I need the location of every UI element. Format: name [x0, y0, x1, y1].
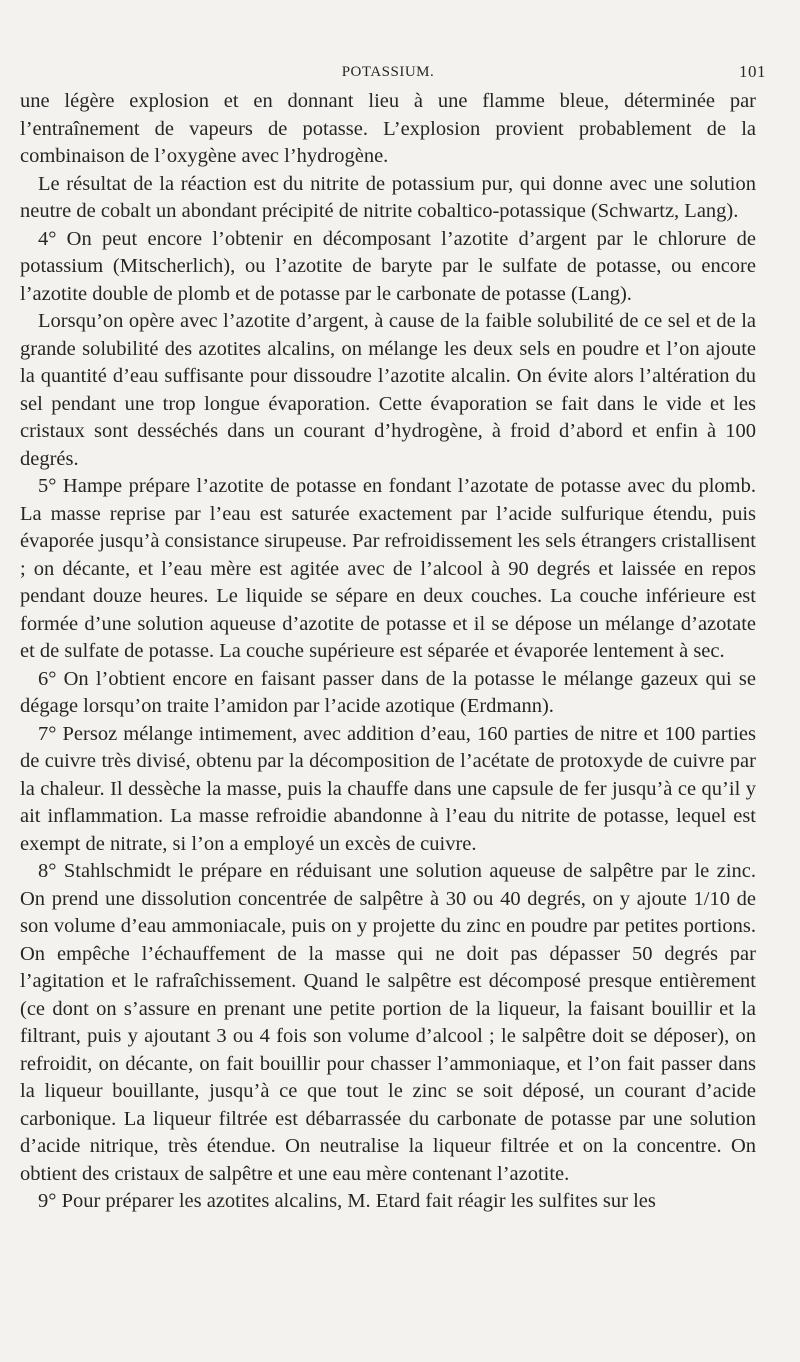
- paragraph-method-8: 8° Stahlschmidt le prépare en réduisant une solution aqueuse de salpêtre par le zinc. On prend une dissolution concentrée de salpêtre à 30 ou 40 degrés, on y ajoute 1/10 de son volume d’eau ammoniacale, puis on y projette du zinc en poudre par petites portions. On empêche l’échauffement de la masse qui ne doit pas dépasser 50 degrés par l’agitation et le rafraîchissement. Quand le salpêtre est décomposé presque entièrement (ce dont on s’assure en prenant une petite portion de la liqueur, la faisant bouillir et la filtrant, puis y ajoutant 3 ou 4 fois son volume d’alcool ; le salpêtre doit se déposer), on refroidit, on décante, on fait bouillir pour chasser l’ammoniaque, et l’on fait passer dans la liqueur bouillante, jusqu’à ce que tout le zinc se soit déposé, un courant d’acide carbonique. La liqueur filtrée est débarrassée du carbonate de potasse par une solution d’acide nitrique, très étendue. On neutralise la liqueur filtrée et on la concentre. On obtient des cristaux de salpêtre et une eau mère contenant l’azotite.: [20, 860, 756, 1185]
- page-number: 101: [739, 62, 766, 81]
- paragraph-continuation: une légère explosion et en donnant lieu à une flamme bleue, déterminée par l’entraînement de vapeurs de potasse. L’explosion provient probablement de la combinaison de l’oxygène avec l’hydrogène.: [20, 90, 756, 167]
- paragraph-method-6: 6° On l’obtient encore en faisant passer dans de la potasse le mélange gazeux qui se dégage lorsqu’on traite l’amidon par l’acide azotique (Erdmann).: [20, 667, 756, 717]
- paragraph-method-7: 7° Persoz mélange intimement, avec addition d’eau, 160 parties de nitre et 100 parties de cuivre très divisé, obtenu par la décomposition de l’acétate de protoxyde de cuivre par la chaleur. Il dessèche la masse, puis la chauffe dans une capsule de fer jusqu’à ce qu’il y ait inflammation. La masse refroidie abandonne à l’eau du nitrite de potasse, lequel est exempt de nitrate, si l’on a employé un excès de cuivre.: [20, 722, 756, 855]
- body-text: [20, 88, 756, 1216]
- paragraph-method-4: 4° On peut encore l’obtenir en décomposant l’azotite d’argent par le chlorure de potassium (Mitscherlich), ou l’azotite de baryte par le sulfate de potasse, ou encore l’azotite double de plomb et de potasse par le carbonate de potasse (Lang).: [20, 227, 756, 305]
- paragraph-silver-azotite: Lorsqu’on opère avec l’azotite d’argent, à cause de la faible solubilité de ce sel et de la grande solubilité des azotites alcalins, on mélange les deux sels en poudre et l’on ajoute la quantité d’eau suffisante pour dissoudre l’azotite alcalin. On évite alors l’altération du sel pendant une trop longue évaporation. Cette évaporation se fait dans le vide et les cristaux sont desséchés dans un courant d’hydrogène, à froid d’abord et enfin à 100 degrés.: [20, 310, 756, 470]
- running-title: POTASSIUM.: [341, 64, 435, 80]
- paragraph-method-9: 9° Pour préparer les azotites alcalins, M. Etard fait réagir les sulfites sur les: [38, 1190, 656, 1212]
- paragraph-reaction-result: Le résultat de la réaction est du nitrite de potassium pur, qui donne avec une solution neutre de cobalt un abondant précipité de nitrite cobaltico-potassique (Schwartz, Lang).: [20, 172, 756, 222]
- running-head: [20, 62, 766, 88]
- paragraph-method-5: 5° Hampe prépare l’azotite de potasse en fondant l’azotate de potasse avec du plomb. La masse reprise par l’eau est saturée exactement par l’acide sulfurique étendu, puis évaporée jusqu’à consistance sirupeuse. Par refroidissement les sels étrangers cristallisent ; on décante, et l’eau mère est agitée avec de l’alcool à 90 degrés et laissée en repos pendant douze heures. Le liquide se sépare en deux couches. La couche inférieure est formée d’une solution aqueuse d’azotite de potasse et il se dépose un mélange d’azotate et de sulfate de potasse. La couche supérieure est séparée et évaporée lentement à sec.: [20, 475, 756, 662]
